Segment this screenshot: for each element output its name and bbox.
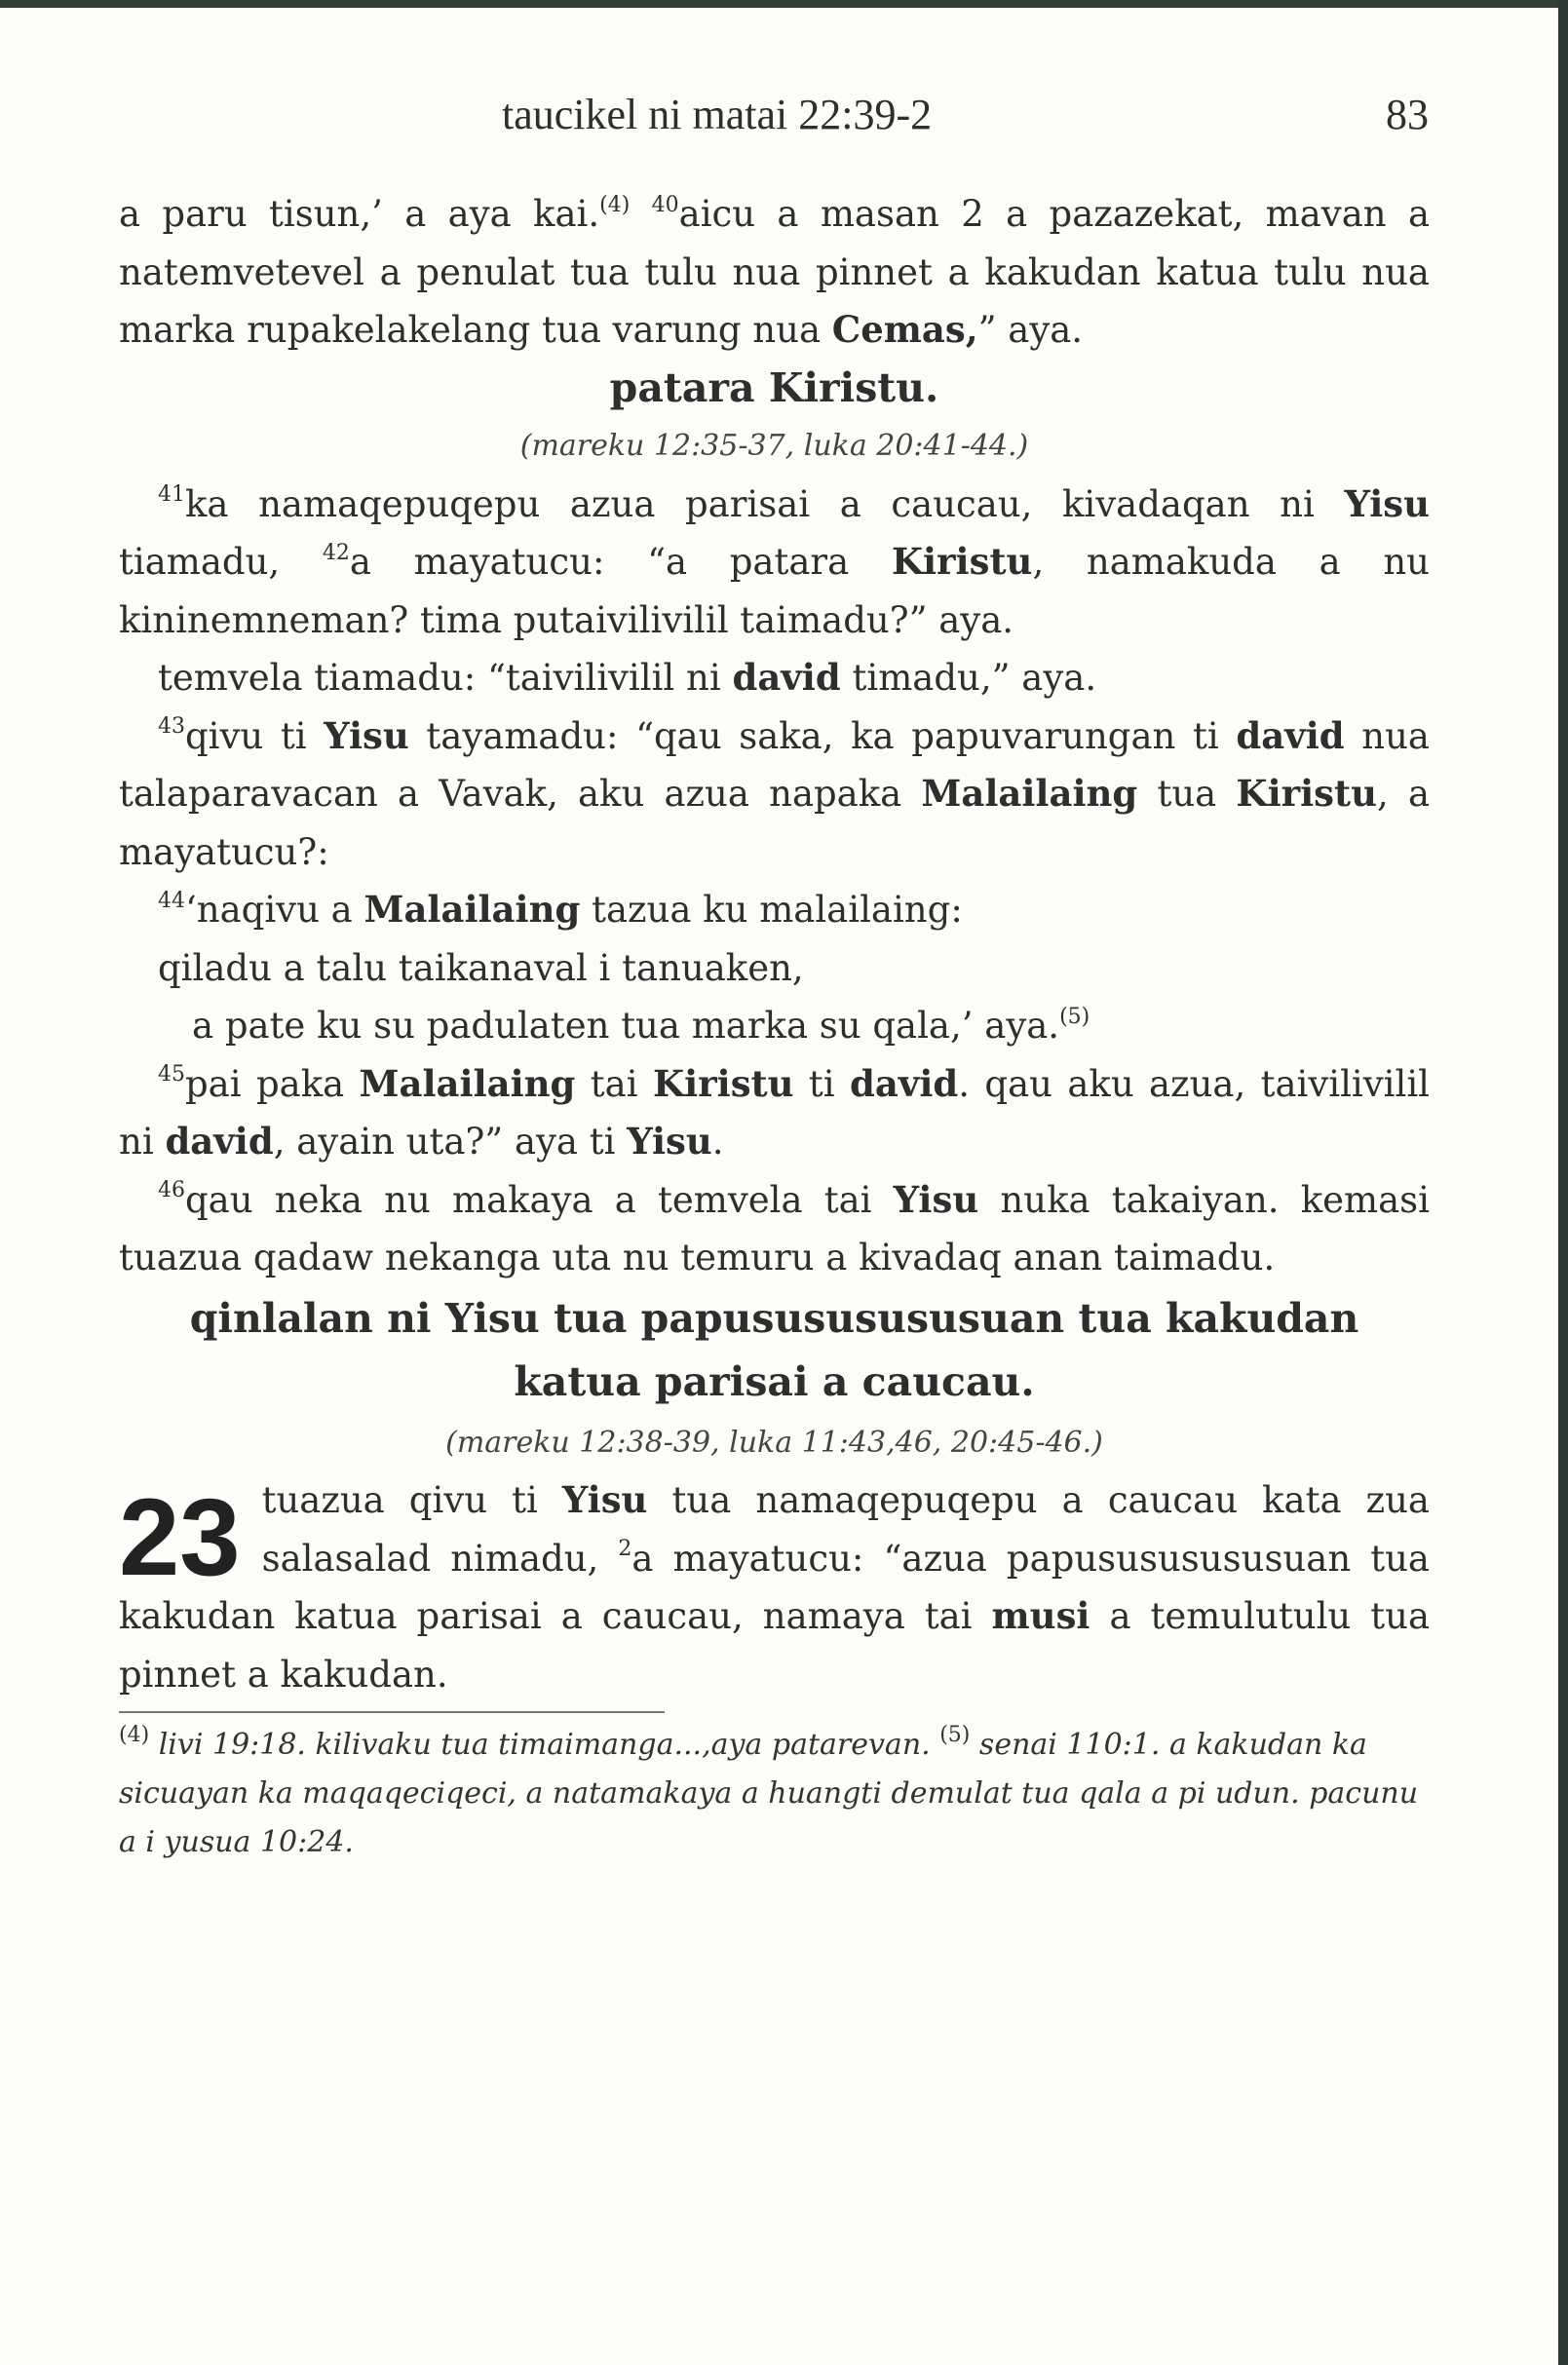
emphasis-cemas: Cemas, (831, 308, 978, 351)
text: a mayatucu: “azua papusususususuan tua kakudan katua parisai a caucau, namaya tai (119, 1537, 1430, 1637)
emphasis-malailaing: Malailaing (921, 772, 1138, 815)
text: , namakuda a nu kininemneman? tima putaivilivilil taimadu?” aya. (119, 541, 1430, 641)
text: a mayatucu: “a patara (349, 541, 892, 583)
text: , a mayatucu?: (119, 773, 1430, 873)
footnote-text: senai 110:1. a kakudan ka sicuayan ka maqaqeciqeci, a natamakaya a huangti demulat tua qala a pi udun. pacunu a i yusua 10:24. (119, 1728, 1419, 1859)
emphasis-yisu: Yisu (893, 1177, 979, 1221)
heading-line: qinlalan ni Yisu tua papusususususuan tua kakudan (189, 1294, 1359, 1342)
text: timadu,” aya. (840, 657, 1097, 699)
section-reference-2: (mareku 12:38-39, luka 11:43,46, 20:45-46.) (445, 1425, 1103, 1460)
chapter-number: 23 (119, 1476, 241, 1598)
text: pai paka (185, 1062, 360, 1105)
emphasis-kiristu: Kiristu (1236, 772, 1377, 815)
verse-number: 45 (158, 1062, 185, 1087)
emphasis-kiristu: Kiristu (891, 540, 1033, 583)
text: qau neka nu makaya a temvela tai (185, 1178, 894, 1221)
heading-line: katua parisai a caucau. (514, 1357, 1035, 1405)
emphasis-musi: musi (991, 1594, 1090, 1637)
page-body (119, 185, 1430, 1867)
page-header (0, 90, 1568, 148)
page-edge-right (1558, 0, 1568, 2365)
poetry-line-2 (119, 997, 1430, 1055)
section-reference-1: (mareku 12:35-37, luka 20:41-44.) (519, 429, 1029, 463)
footnotes (119, 1721, 1430, 1867)
text: a paru tisun,’ a aya kai. (119, 193, 600, 235)
footnote-mark: (4) (599, 192, 631, 217)
footnote-mark: (4) (119, 1723, 150, 1747)
footnote-mark: (5) (939, 1723, 971, 1747)
verse-number: 42 (322, 540, 350, 565)
verse-number: 40 (651, 192, 679, 217)
verse-number: 43 (158, 714, 185, 740)
running-head: taucikel ni matai 22:39-2 (502, 91, 933, 138)
text: tai (575, 1062, 653, 1105)
verse-number: 46 (158, 1178, 185, 1203)
paragraph-6 (119, 1055, 1430, 1171)
paragraph-5 (119, 881, 1430, 939)
paragraph-7 (119, 1171, 1430, 1287)
emphasis-yisu: Yisu (324, 713, 409, 757)
section-heading-1: patara Kiristu. (609, 363, 939, 411)
text: . qau aku azua, taivilivilil ni (119, 1062, 1430, 1163)
text: tayamadu: “qau saka, ka papuvarungan ti (408, 714, 1237, 757)
emphasis-malailaing: Malailaing (363, 888, 581, 931)
paragraph-2 (119, 476, 1430, 650)
text: aicu a masan 2 a pazazekat, mavan a natemvetevel a penulat tua tulu nua pinnet a kakudan katua tulu nua marka rupakelakelang tua varung nua (119, 193, 1431, 351)
text: tua (1137, 773, 1237, 815)
text: a pate ku su padulaten tua marka su qala,’ aya. (192, 1005, 1060, 1047)
emphasis-yisu: Yisu (627, 1120, 712, 1163)
text: ka namaqepuqepu azua parisai a caucau, kivadaqan ni (185, 482, 1345, 525)
text: ” aya. (977, 309, 1084, 351)
text: qivu ti (185, 714, 325, 757)
emphasis-malailaing: Malailaing (359, 1061, 576, 1105)
emphasis-yisu: Yisu (561, 1478, 648, 1521)
verse-number: 2 (618, 1537, 632, 1562)
text: . (711, 1121, 724, 1163)
text: , ayain uta?” aya ti (273, 1121, 628, 1163)
text: tuazua qivu ti (261, 1479, 562, 1521)
section-heading-2 (119, 1287, 1430, 1414)
emphasis-david: david (732, 656, 841, 699)
paragraph-1 (119, 185, 1430, 360)
text: nua talaparavacan a Vavak, aku azua napaka (119, 714, 1430, 815)
emphasis-david: david (849, 1061, 959, 1105)
verse-number: 41 (158, 482, 185, 508)
footnote-mark: (5) (1059, 1004, 1090, 1029)
paragraph-4 (119, 707, 1430, 882)
verse-number: 44 (158, 888, 185, 913)
emphasis-david: david (165, 1120, 274, 1163)
text: ‘naqivu a (185, 889, 364, 931)
chapter-opening (119, 1471, 1430, 1703)
text: tua namaqepuqepu a caucau kata zua salasalad nimadu, (261, 1479, 1430, 1580)
text: nuka takaiyan. kemasi tuazua qadaw nekanga uta nu temuru a kivadaq anan taimadu. (119, 1178, 1430, 1278)
page-number: 83 (1386, 91, 1429, 138)
text: tazua ku malailaing: (580, 889, 963, 931)
text: a temulutulu tua pinnet a kakudan. (119, 1595, 1431, 1696)
emphasis-david: david (1236, 713, 1345, 757)
emphasis-kiristu: Kiristu (652, 1061, 794, 1105)
chapter-paragraph (119, 1471, 1430, 1703)
text: ti (793, 1062, 850, 1105)
emphasis-yisu: Yisu (1344, 481, 1430, 525)
footnote-divider (119, 1711, 665, 1713)
text: temvela tiamadu: “taivilivilil ni (158, 657, 733, 699)
page-edge-top (0, 0, 1568, 8)
text: tiamadu, (119, 541, 323, 583)
paragraph-3 (119, 649, 1430, 707)
poetry-line-1: qiladu a talu taikanaval i tanuaken, (158, 946, 804, 989)
footnote-text: livi 19:18. kilivaku tua timaimanga...,aya patarevan. (149, 1728, 940, 1762)
